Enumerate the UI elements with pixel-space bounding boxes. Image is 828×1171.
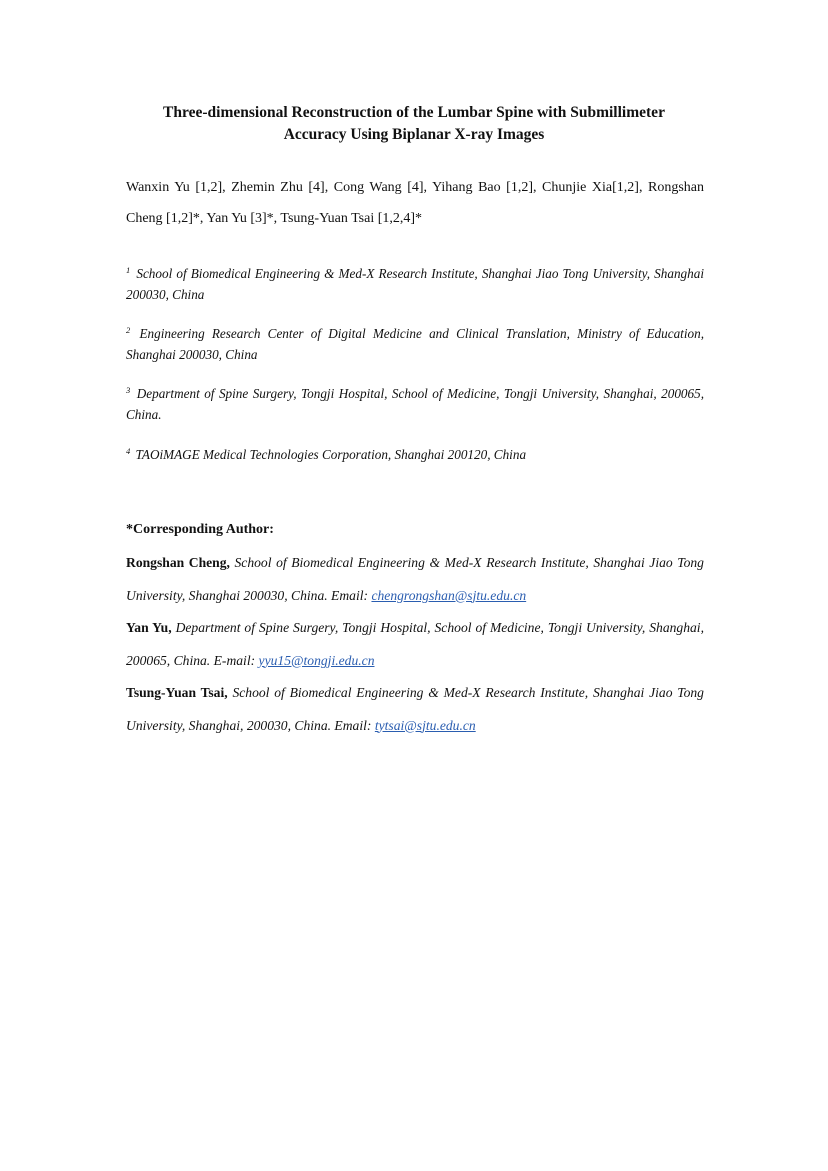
affiliation-text: TAOiMAGE Medical Technologies Corporation, Shanghai 200120, China: [135, 447, 527, 462]
affiliation-number: 3: [126, 385, 131, 395]
affiliation-number: 1: [126, 265, 131, 275]
corresponding-author-name: Yan Yu,: [126, 620, 172, 635]
affiliation-text: Engineering Research Center of Digital Medicine and Clinical Translation, Ministry of Education, Shanghai 200030, China: [126, 326, 704, 362]
email-link[interactable]: tytsai@sjtu.edu.cn: [374, 717, 476, 733]
corresponding-author-name: Rongshan Cheng,: [126, 555, 230, 570]
title-line-1: Three-dimensional Reconstruction of the Lumbar Spine with Submillimeter: [163, 104, 665, 121]
affiliation-4: [126, 444, 704, 465]
affiliation-3: [126, 383, 704, 425]
corresponding-author-3: [126, 677, 704, 742]
corresponding-author-details: Department of Spine Surgery, Tongji Hospital, School of Medicine, Tongji University, Shanghai, 200065, China. E-mail:: [126, 620, 704, 668]
corresponding-author-2: [126, 612, 704, 677]
author-list: Wanxin Yu [1,2], Zhemin Zhu [4], Cong Wang [4], Yihang Bao [1,2], Chunjie Xia[1,2], Rongshan Cheng [1,2]*, Yan Yu [3]*, Tsung-Yuan Tsai [1,2,4]*: [126, 180, 704, 226]
email-link[interactable]: yyu15@tongji.edu.cn: [258, 652, 375, 668]
paper-title: [100, 102, 728, 146]
corresponding-author-name: Tsung-Yuan Tsai,: [126, 685, 228, 700]
corresponding-author-heading: *Corresponding Author:: [126, 522, 274, 537]
affiliation-text: School of Biomedical Engineering & Med-X Research Institute, Shanghai Jiao Tong University, Shanghai 200030, China: [126, 266, 704, 302]
affiliation-2: [126, 323, 704, 365]
affiliation-number: 4: [126, 446, 131, 456]
email-link[interactable]: chengrongshan@sjtu.edu.cn: [371, 587, 527, 603]
corresponding-author-1: [126, 547, 704, 612]
corresponding-author-details: School of Biomedical Engineering & Med-X Research Institute, Shanghai Jiao Tong University, Shanghai 200030, China. Email:: [126, 555, 704, 603]
corresponding-author-details: School of Biomedical Engineering & Med-X Research Institute, Shanghai Jiao Tong University, Shanghai, 200030, China. Email:: [126, 685, 704, 733]
affiliation-number: 2: [126, 325, 131, 335]
title-line-2: Accuracy Using Biplanar X-ray Images: [283, 126, 545, 143]
affiliation-1: [126, 263, 704, 305]
affiliation-text: Department of Spine Surgery, Tongji Hospital, School of Medicine, Tongji University, Shanghai, 200065, China.: [126, 386, 705, 422]
